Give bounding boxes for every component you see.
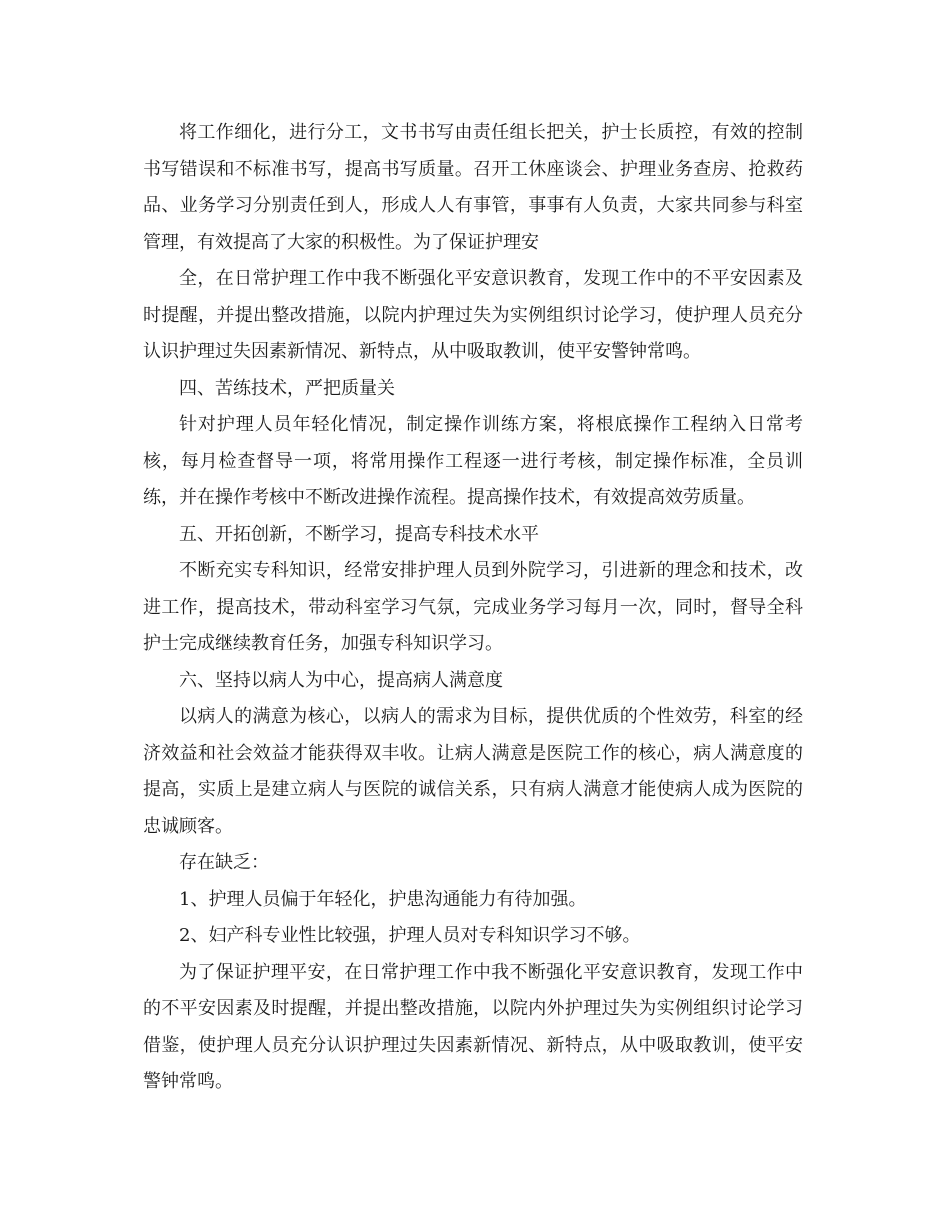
heading-section-5: 五、开拓创新，不断学习，提高专科技术水平 <box>179 523 539 545</box>
paragraph-safety-education: 全，在日常护理工作中我不断强化平安意识教育，发现工作中的不平安因素及时提醒，并提出整改措施，以院内护理过失为实例组织讨论学习，使护理人员充分认识护理过失因素新情况、新特点，从中吸取教训，使平安警钟常鸣。 <box>143 268 803 362</box>
paragraph-skills-training: 针对护理人员年轻化情况，制定操作训练方案，将根底操作工程纳入日常考核，每月检查督导一项，将常用操作工程逐一进行考核，制定操作标准，全员训练，并在操作考核中不断改进操作流程。提高操作技术，有效提高效劳质量。 <box>143 414 803 508</box>
paragraph-specialty-knowledge: 不断充实专科知识，经常安排护理人员到外院学习，引进新的理念和技术，改进工作，提高技术，带动科室学习气氛，完成业务学习每月一次，同时，督导全科护士完成继续教育任务，加强专科知识学习。 <box>143 560 803 654</box>
heading-section-6: 六、坚持以病人为中心，提高病人满意度 <box>179 669 503 691</box>
paragraph-safety-summary: 为了保证护理平安，在日常护理工作中我不断强化平安意识教育，发现工作中的不平安因素及时提醒，并提出整改措施，以院内外护理过失为实例组织讨论学习借鉴，使护理人员充分认识护理过失因素新情况、新特点，从中吸取教训，使平安警钟常鸣。 <box>143 961 803 1092</box>
list-item-shortcoming-1: 1、护理人员偏于年轻化，护患沟通能力有待加强。 <box>179 888 587 910</box>
paragraph-work-refinement: 将工作细化，进行分工，文书书写由责任组长把关，护士长质控，有效的控制书写错误和不标准书写，提高书写质量。召开工休座谈会、护理业务查房、抢救药品、业务学习分别责任到人，形成人人有事管，事事有人负责，大家共同参与科室管理，有效提高了大家的积极性。为了保证护理安 <box>143 122 803 253</box>
document-body <box>143 115 803 1101</box>
heading-section-4: 四、苦练技术，严把质量关 <box>179 377 395 399</box>
heading-shortcomings: 存在缺乏： <box>179 852 269 873</box>
paragraph-patient-satisfaction: 以病人的满意为核心，以病人的需求为目标，提供优质的个性效劳，科室的经济效益和社会效益才能获得双丰收。让病人满意是医院工作的核心，病人满意度的提高，实质上是建立病人与医院的诚信关系，只有病人满意才能使病人成为医院的忠诚顾客。 <box>143 706 803 837</box>
list-item-shortcoming-2: 2、妇产科专业性比较强，护理人员对专科知识学习不够。 <box>179 925 641 946</box>
